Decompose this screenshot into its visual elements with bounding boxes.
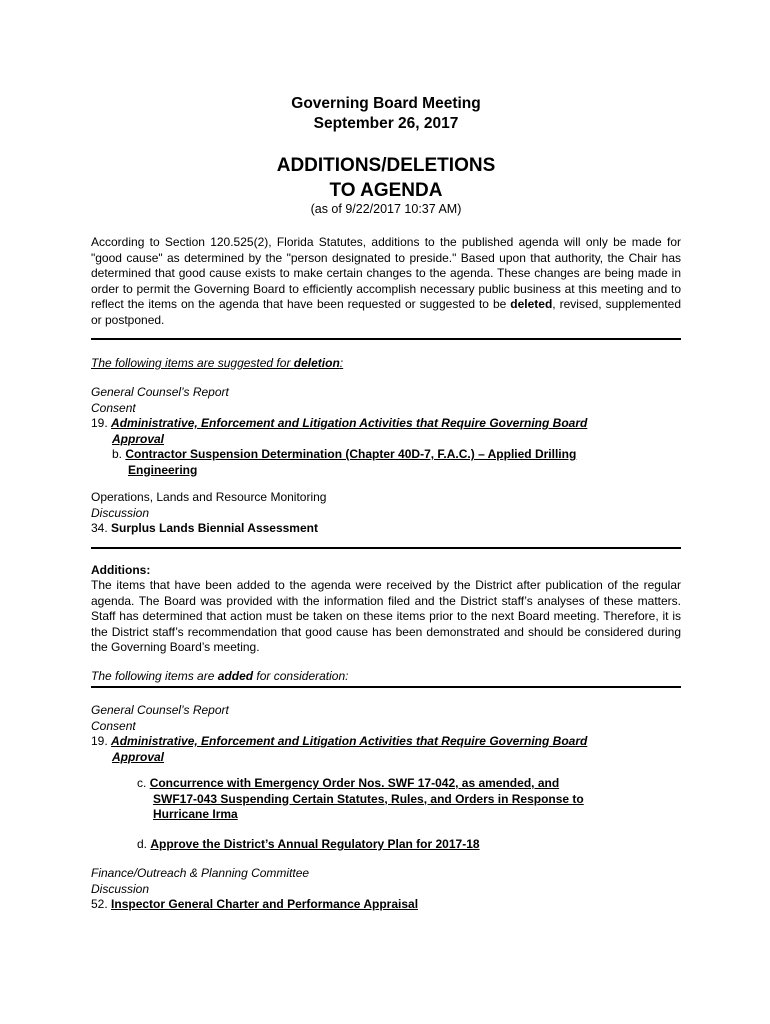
additions-finance bbox=[91, 866, 681, 913]
deletion-operations bbox=[91, 490, 681, 537]
section-title: Operations, Lands and Resource Monitoring bbox=[91, 490, 327, 504]
item-number: 34. bbox=[91, 521, 108, 535]
item-title-cont: Hurricane Irma bbox=[153, 807, 238, 821]
item-number: 19. bbox=[91, 734, 108, 748]
item-title-cont: Engineering bbox=[128, 462, 198, 477]
agenda-item-b bbox=[91, 447, 681, 463]
item-number: 19. bbox=[91, 416, 108, 430]
divider bbox=[91, 338, 681, 340]
item-title-cont: Approval bbox=[112, 749, 165, 764]
agenda-heading bbox=[91, 153, 681, 203]
deletion-lead-text: The following items are suggested for bbox=[91, 356, 294, 370]
item-title-cont: Approval bbox=[112, 431, 165, 446]
intro-text-end: , revised, supplemented or postponed. bbox=[91, 297, 681, 327]
item-title: Approve the District’s Annual Regulatory Plan for 2017-18 bbox=[150, 837, 480, 851]
item-number: 52. bbox=[91, 897, 108, 911]
section-title: Finance/Outreach & Planning Committee bbox=[91, 866, 310, 880]
item-title: Administrative, Enforcement and Litigation Activities that Require Governing Board bbox=[111, 416, 588, 430]
deletion-general-counsel bbox=[91, 385, 681, 478]
item-title: Inspector General Charter and Performance Appraisal bbox=[111, 897, 419, 911]
agenda-heading-line2: TO AGENDA bbox=[329, 180, 443, 201]
section-subtitle: Consent bbox=[91, 718, 136, 733]
intro-text: According to Section 120.525(2), Florida Statutes, additions to the published agenda will only be made for "good cause" as determined by the "person designated to preside." Based upon that authority, the Chair has determined that good cause exists to make certain changes to the agenda. These changes are being made in order to permit the Governing Board to efficiently accomplish necessary public business at this meeting and to reflect the items on the agenda that have been requested or suggested to be bbox=[91, 235, 681, 311]
item-title: Administrative, Enforcement and Litigation Activities that Require Governing Board bbox=[111, 734, 588, 748]
meeting-title: Governing Board Meeting bbox=[291, 95, 481, 112]
item-title: Contractor Suspension Determination (Chapter 40D-7, F.A.C.) – Applied Drilling bbox=[125, 447, 577, 461]
agenda-item-34 bbox=[91, 521, 681, 537]
agenda-item-52 bbox=[91, 897, 681, 913]
additions-heading bbox=[91, 563, 681, 579]
additions-general-counsel bbox=[91, 703, 681, 765]
deletion-lead bbox=[91, 356, 681, 372]
section-title: General Counsel’s Report bbox=[91, 703, 229, 717]
agenda-heading-line1: ADDITIONS/DELETIONS bbox=[276, 155, 496, 176]
section-title: General Counsel’s Report bbox=[91, 385, 229, 399]
additions-heading-text: Additions: bbox=[91, 563, 151, 577]
as-of-date: (as of 9/22/2017 10:37 AM) bbox=[310, 202, 462, 216]
meeting-date: September 26, 2017 bbox=[313, 114, 459, 132]
divider bbox=[91, 547, 681, 549]
divider bbox=[91, 686, 681, 688]
section-subtitle: Consent bbox=[91, 400, 136, 415]
agenda-item-c bbox=[91, 776, 681, 823]
intro-bold-word: deleted bbox=[510, 297, 553, 311]
agenda-item-19 bbox=[91, 734, 681, 750]
item-letter: d. bbox=[137, 837, 148, 851]
item-title: Concurrence with Emergency Order Nos. SWF 17-042, as amended, and bbox=[149, 776, 560, 790]
additions-lead-text: The following items are bbox=[91, 669, 218, 683]
section-subtitle: Discussion bbox=[91, 505, 150, 520]
item-letter: b. bbox=[112, 447, 123, 461]
additions-lead bbox=[91, 669, 681, 685]
section-subtitle: Discussion bbox=[91, 881, 150, 896]
item-letter: c. bbox=[137, 776, 147, 790]
item-title: Surplus Lands Biennial Assessment bbox=[111, 521, 318, 535]
meeting-header bbox=[91, 94, 681, 133]
agenda-item-19 bbox=[91, 416, 681, 432]
additions-lead-end: for consideration: bbox=[253, 669, 349, 683]
deletion-lead-bold: deletion bbox=[293, 356, 340, 370]
agenda-item-d bbox=[91, 837, 681, 853]
item-title-cont: SWF17-043 Suspending Certain Statutes, Rules, and Orders in Response to bbox=[153, 791, 584, 806]
intro-paragraph bbox=[91, 235, 681, 328]
additions-paragraph: The items that have been added to the agenda were received by the District after publication of the regular agenda. The Board was provided with the information filed and the District staff’s analyses of these matters. Staff has determined that action must be taken on these items prior to the next Board meeting. Therefore, it is the District staff’s recommendation that good cause has been demonstrated and should be considered during the Governing Board’s meeting. bbox=[91, 578, 681, 654]
additions-lead-bold: added bbox=[217, 669, 254, 683]
deletion-lead-end: : bbox=[339, 356, 344, 370]
